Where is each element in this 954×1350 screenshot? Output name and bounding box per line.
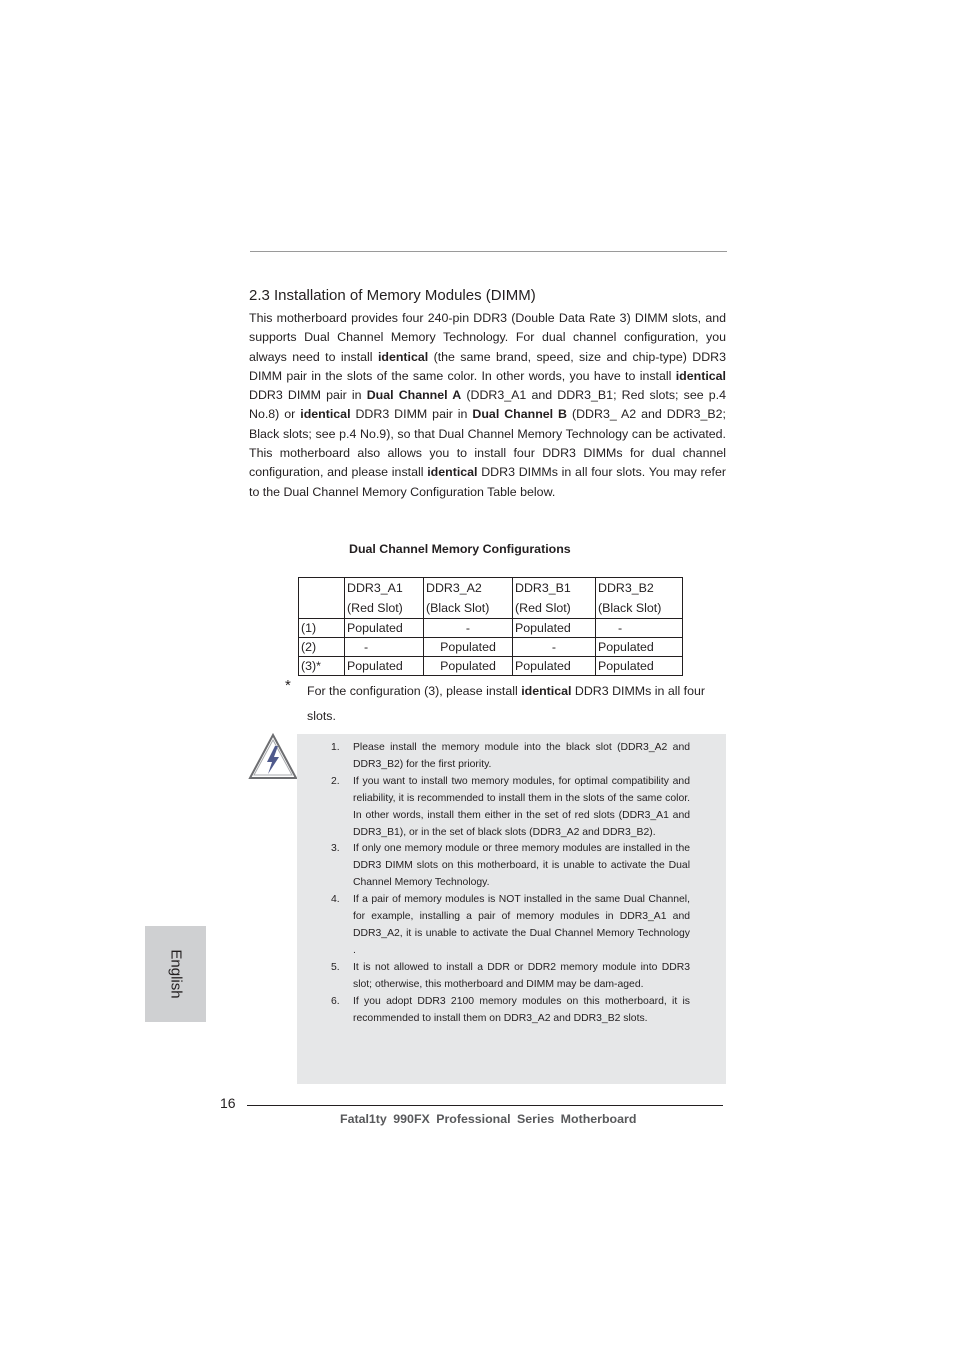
table-cell: - — [596, 619, 683, 638]
section-title: 2.3 Installation of Memory Modules (DIMM) — [249, 287, 536, 304]
table-title: Dual Channel Memory Configurations — [349, 542, 571, 556]
footnote-text: For the configuration (3), please install identical DDR3 DIMMs in all four slots. — [307, 684, 706, 723]
table-cell: Populated — [345, 657, 424, 676]
warning-triangle-icon — [248, 733, 298, 781]
table-cell: - — [513, 638, 596, 657]
language-label: English — [167, 949, 184, 999]
header-cell: DDR3_B2 (Black Slot) — [596, 578, 683, 619]
table-header-row — [299, 578, 683, 619]
header-cell: DDR3_B1 (Red Slot) — [513, 578, 596, 619]
footer-title: Fatal1ty 990FX Professional Series Motherboard — [340, 1112, 637, 1126]
list-item: 6. If you adopt DDR3 2100 memory modules on this motherboard, it is recommended to install them on DDR3_A2 and DDR3_B2 slots. — [331, 995, 690, 1024]
footnote-star: * — [285, 677, 291, 694]
header-cell: DDR3_A2 (Black Slot) — [424, 578, 513, 619]
row-label: (1) — [299, 619, 345, 638]
list-item: 1. Please install the memory module into the black slot (DDR3_A2 and DDR3_B2) for the first priority. — [331, 742, 690, 770]
header-cell: DDR3_A1 (Red Slot) — [345, 578, 424, 619]
row-label: (3)* — [299, 657, 345, 676]
table-row — [299, 638, 683, 657]
notes-list — [325, 740, 690, 1027]
page-number: 16 — [220, 1095, 236, 1111]
table-cell: Populated — [424, 657, 513, 676]
table-cell: Populated — [424, 638, 513, 657]
table-cell: - — [424, 619, 513, 638]
table-cell: Populated — [596, 638, 683, 657]
table-cell: - — [345, 638, 424, 657]
list-item: 5. It is not allowed to install a DDR or DDR2 memory module into DDR3 slot; otherwise, this motherboard and DIMM may be dam-aged. — [331, 961, 690, 990]
list-item: 2. If you want to install two memory modules, for optimal compatibility and reliability, it is recommended to install them in the slots of the same color. In other words, install them either in the set of red slots (DDR3_A1 and DDR3_B1), or in the set of black slots (DDR3_A2 and DDR3_B2). — [331, 775, 690, 838]
memory-config-table — [298, 577, 683, 676]
table-row — [299, 619, 683, 638]
row-label: (2) — [299, 638, 345, 657]
footer-rule — [247, 1105, 723, 1106]
header-empty-cell — [299, 578, 345, 619]
header-rule — [250, 251, 727, 252]
table-cell: Populated — [596, 657, 683, 676]
table-cell: Populated — [513, 657, 596, 676]
table-cell: Populated — [513, 619, 596, 638]
language-tab — [145, 926, 206, 1022]
list-item: 3. If only one memory module or three memory modules are installed in the DDR3 DIMM slots on this motherboard, it is unable to activate the Dual Channel Memory Technology. — [331, 843, 690, 889]
table-cell: Populated — [345, 619, 424, 638]
intro-paragraph: This motherboard provides four 240-pin DDR3 (Double Data Rate 3) DIMM slots, and supports Dual Channel Memory Technology. For dual channel configuration, you always need to install identical (the same brand, speed, size and chip-type) DDR3 DIMM pair in the slots of the same color. In other words, you have to install identical DDR3 DIMM pair in Dual Channel A (DDR3_A1 and DDR3_B1; Red slots; see p.4 No.8) or identical DDR3 DIMM pair in Dual Channel B (DDR3_ A2 and DDR3_B2; Black slots; see p.4 No.9), so that Dual Channel Memory Technology can be activated. This motherboard also allows you to install four DDR3 DIMMs for dual channel configuration, and please install identical DDR3 DIMMs in all four slots. You may refer to the Dual Channel Memory Configuration Table below. — [249, 311, 726, 499]
list-item: 4. If a pair of memory modules is NOT installed in the same Dual Channel, for example, installing a pair of memory modules in DDR3_A1 and DDR3_A2, it is unable to activate the Dual Channel Memory Technology . — [331, 894, 690, 956]
table-row — [299, 657, 683, 676]
